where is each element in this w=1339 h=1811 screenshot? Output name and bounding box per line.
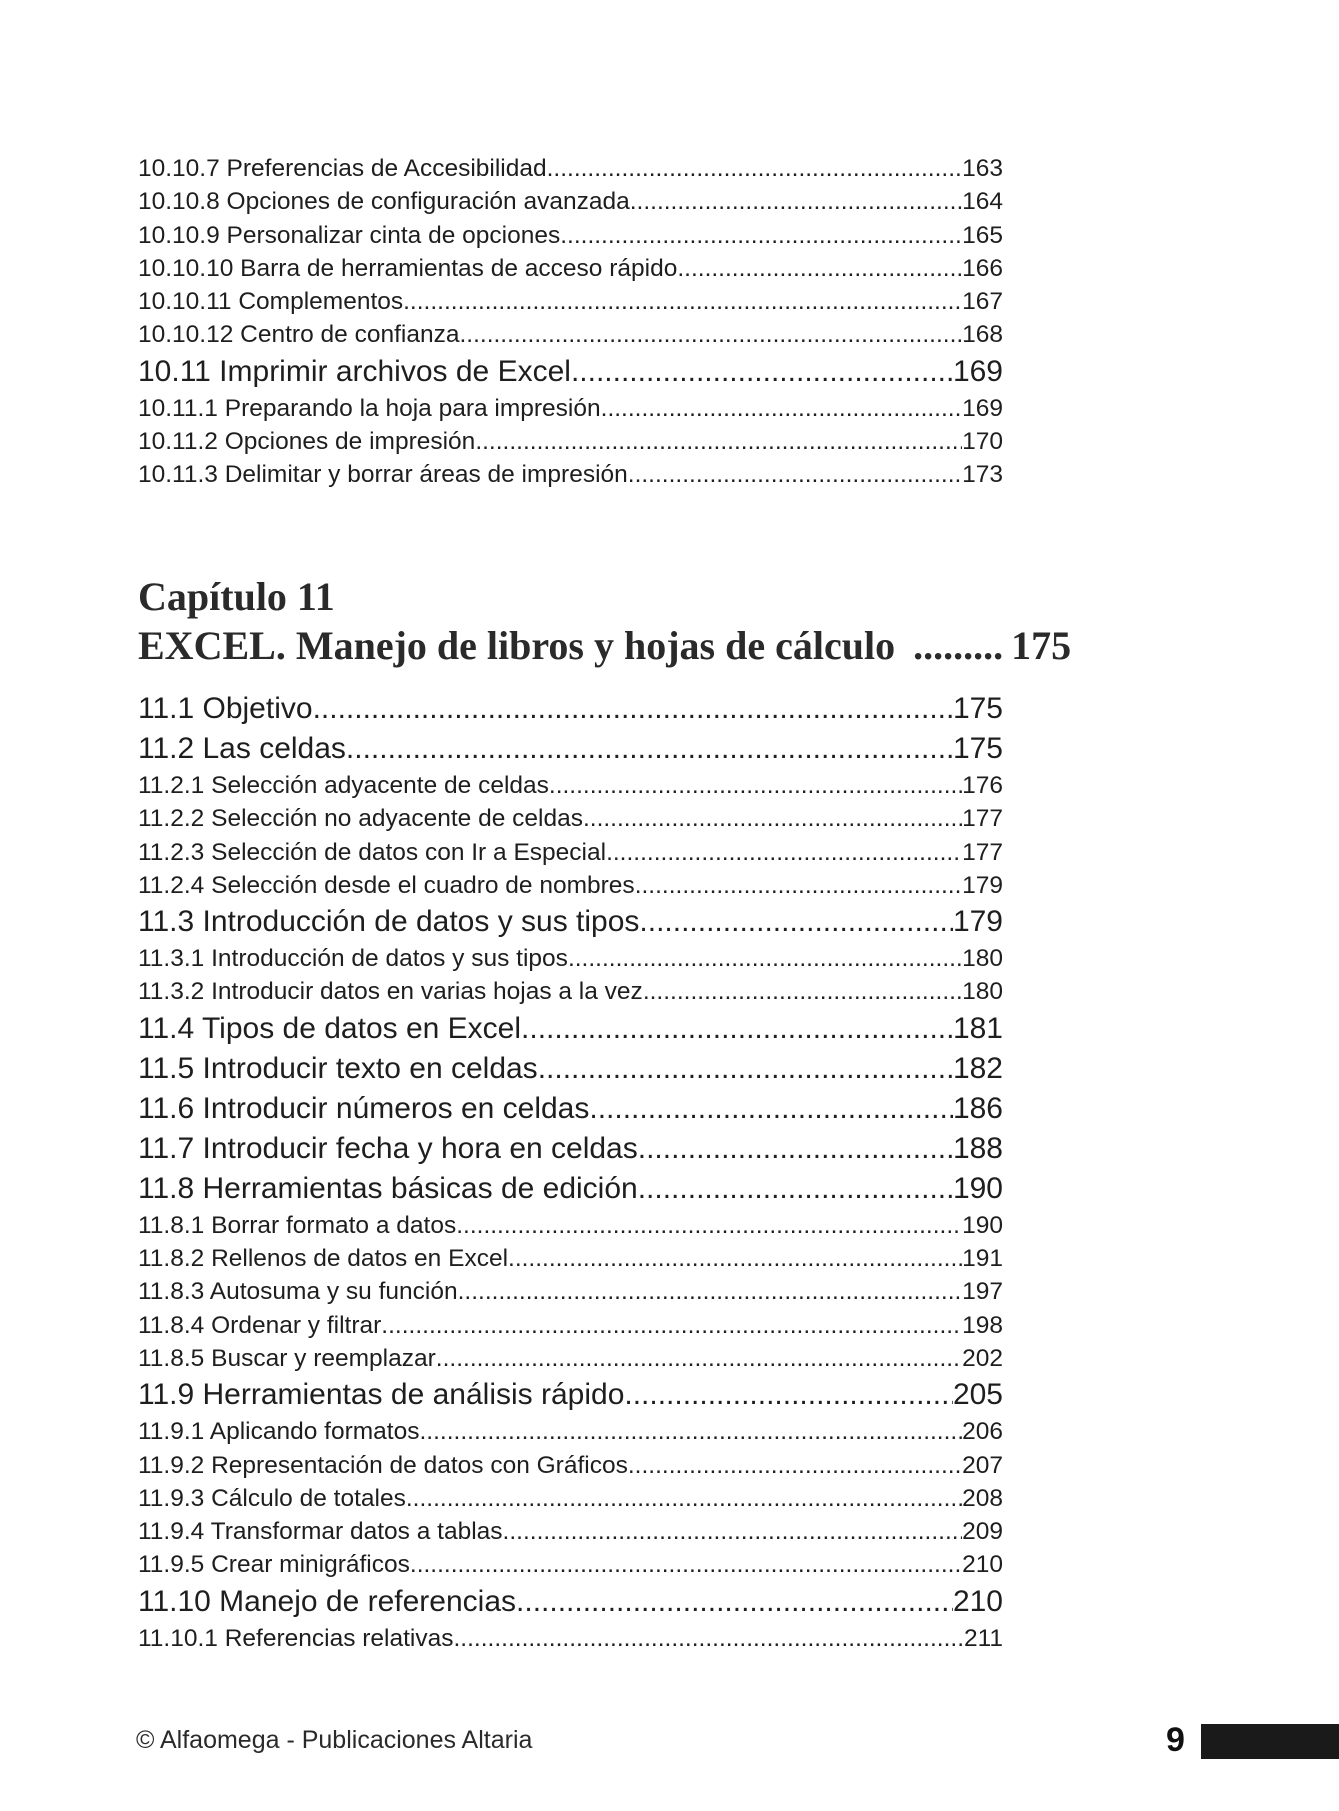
toc-leader-dots: [677, 252, 962, 285]
toc-leader-dots: [456, 1209, 962, 1242]
toc-leader-dots: [406, 1482, 962, 1515]
toc-entry-page: 208: [962, 1484, 1003, 1512]
toc-entry-page: 168: [962, 321, 1003, 349]
toc-entry-page: 207: [962, 1451, 1003, 1479]
toc-entry-page: 211: [963, 1624, 1003, 1652]
toc-entry-page: 186: [952, 1091, 1003, 1125]
chapter-page: 175: [1011, 623, 1072, 668]
toc-subsection-entry: [138, 1622, 1003, 1655]
toc-entry-title: 10.11.3 Delimitar y borrar áreas de impresión: [138, 461, 628, 489]
toc-entry-page: 182: [952, 1051, 1003, 1085]
toc-entry-title: 11.10 Manejo de referencias: [138, 1584, 517, 1618]
toc-entry-page: 175: [952, 732, 1003, 765]
toc-entry-title: 11.8.1 Borrar formato a datos: [138, 1211, 457, 1239]
page-tab-bar: [1201, 1724, 1339, 1759]
toc-entry-page: 170: [962, 428, 1003, 456]
toc-leader-dots: [624, 1375, 953, 1415]
toc-entry-title: 10.10.11 Complementos: [138, 288, 404, 316]
toc-leader-dots: [560, 219, 962, 252]
toc-entry-page: 205: [952, 1378, 1003, 1412]
toc-entry-title: 11.1 Objetivo: [138, 692, 313, 725]
toc-leader-dots: [635, 869, 962, 902]
toc-entry-title: 10.10.12 Centro de confianza: [138, 321, 460, 349]
toc-entry-title: 11.8.2 Rellenos de datos en Excel: [138, 1245, 509, 1273]
toc-subsection-entry: [138, 942, 1003, 975]
toc-entry-title: 11.3.1 Introducción de datos y sus tipos: [138, 945, 568, 973]
toc-subsection-entry: [138, 1515, 1003, 1548]
toc-leader-dots: [638, 1129, 953, 1169]
toc-entry-page: 190: [952, 1171, 1003, 1205]
toc-leader-dots: [454, 1622, 964, 1655]
toc-entry-title: 11.9.1 Aplicando formatos: [138, 1418, 420, 1446]
toc-subsection-entry: [138, 1242, 1003, 1275]
toc-subsection-entry: [138, 836, 1003, 869]
toc-entry-title: 10.11.2 Opciones de impresión: [138, 428, 476, 456]
toc-entry-title: 11.2.4 Selección desde el cuadro de nombres: [138, 871, 635, 899]
toc-leader-dots: [381, 1309, 962, 1342]
toc-entry-title: 11.8.3 Autosuma y su función: [138, 1278, 458, 1306]
chapter-heading: [138, 573, 1128, 671]
toc-entry-page: 177: [962, 838, 1003, 866]
toc-entry-page: 164: [962, 188, 1003, 216]
toc-entry-page: 209: [962, 1518, 1003, 1546]
toc-section-entry: [138, 1169, 1003, 1209]
toc-entry-title: 10.11 Imprimir archivos de Excel: [138, 354, 571, 388]
toc-leader-dots: [538, 1049, 953, 1089]
toc-entry-title: 11.7 Introducir fecha y hora en celdas: [138, 1131, 638, 1165]
toc-subsection-entry: [138, 975, 1003, 1008]
toc-entry-title: 11.2.1 Selección adyacente de celdas: [138, 772, 549, 799]
toc-leader-dots: [503, 1515, 963, 1548]
toc-subsection-entry: [138, 219, 1003, 252]
toc-entry-title: 11.9.2 Representación de datos con Gráficos: [138, 1451, 628, 1479]
toc-leader-dots: [458, 1275, 962, 1308]
toc-entry-page: 165: [962, 221, 1003, 249]
toc-subsection-entry: [138, 1482, 1003, 1515]
toc-entry-page: 180: [962, 945, 1003, 973]
toc-entry-title: 11.8.5 Buscar y reemplazar: [138, 1344, 436, 1372]
toc-section-entry: [138, 1089, 1003, 1129]
toc-entry-title: 11.9.3 Cálculo de totales: [138, 1484, 406, 1512]
toc-entry-page: 198: [962, 1311, 1003, 1339]
toc-subsection-entry: [138, 252, 1003, 285]
toc-leader-dots: [639, 902, 953, 942]
toc-subsection-entry: [138, 152, 1003, 185]
toc-leader-dots: [419, 1415, 962, 1448]
toc-subsection-entry: [138, 802, 1003, 835]
toc-entry-title: 10.10.7 Preferencias de Accesibilidad: [138, 155, 547, 182]
toc-list-bottom: [138, 689, 1003, 1655]
toc-subsection-entry: [138, 869, 1003, 902]
toc-entry-page: 180: [962, 978, 1003, 1006]
toc-entry-title: 11.9.5 Crear minigráficos: [138, 1551, 410, 1579]
toc-leader-dots: [628, 458, 962, 491]
toc-entry-page: 191: [962, 1245, 1003, 1273]
toc-leader-dots: [630, 185, 962, 218]
chapter-leader-dots: [913, 621, 1003, 671]
toc-subsection-entry: [138, 392, 1003, 425]
toc-entry-title: 11.2.2 Selección no adyacente de celdas: [138, 805, 583, 833]
toc-subsection-entry: [138, 318, 1003, 351]
page-number: 9: [1166, 1721, 1185, 1759]
toc-subsection-entry: [138, 1548, 1003, 1581]
toc-section-entry: [138, 1375, 1003, 1415]
toc-entry-title: 11.4 Tipos de datos en Excel: [138, 1011, 522, 1045]
toc-entry-page: 197: [962, 1278, 1003, 1306]
toc-entry-title: 11.10.1 Referencias relativas: [138, 1624, 454, 1652]
toc-entry-title: 11.6 Introducir números en celdas: [138, 1091, 590, 1125]
toc-section-entry: [138, 352, 1003, 392]
toc-leader-dots: [346, 729, 953, 769]
toc-subsection-entry: [138, 769, 1003, 802]
chapter-number: Capítulo 11: [138, 574, 335, 619]
toc-subsection-entry: [138, 1449, 1003, 1482]
toc-leader-dots: [475, 425, 962, 458]
toc-leader-dots: [403, 285, 962, 318]
toc-section-entry: [138, 729, 1003, 769]
toc-entry-title: 11.5 Introducir texto en celdas: [138, 1051, 538, 1085]
toc-entry-page: 173: [962, 461, 1003, 489]
toc-entry-page: 179: [952, 905, 1003, 939]
toc-subsection-entry: [138, 425, 1003, 458]
toc-leader-dots: [436, 1342, 962, 1375]
toc-entry-title: 10.10.10 Barra de herramientas de acceso rápido: [138, 254, 678, 282]
toc-list-top: [138, 152, 1003, 492]
toc-leader-dots: [643, 975, 962, 1008]
toc-entry-page: 175: [952, 692, 1003, 725]
toc-subsection-entry: [138, 1209, 1003, 1242]
publisher-credit: © Alfaomega - Publicaciones Altaria: [136, 1726, 533, 1754]
toc-subsection-entry: [138, 1309, 1003, 1342]
toc-leader-dots: [549, 769, 962, 802]
toc-entry-title: 11.8 Herramientas básicas de edición: [138, 1171, 638, 1205]
toc-entry-title: 11.3.2 Introducir datos en varias hojas a la vez: [138, 978, 643, 1006]
toc-leader-dots: [583, 802, 962, 835]
toc-entry-page: 176: [962, 772, 1003, 799]
chapter-title: EXCEL. Manejo de libros y hojas de cálculo: [138, 623, 896, 668]
toc-entry-page: 166: [962, 254, 1003, 282]
toc-entry-page: 169: [952, 354, 1003, 388]
toc-section-entry: [138, 689, 1003, 729]
toc-entry-page: 190: [962, 1211, 1003, 1239]
toc-section-entry: [138, 1009, 1003, 1049]
toc-leader-dots: [410, 1548, 962, 1581]
toc-leader-dots: [606, 836, 962, 869]
toc-leader-dots: [313, 689, 953, 729]
toc-subsection-entry: [138, 185, 1003, 218]
toc-leader-dots: [508, 1242, 962, 1275]
toc-subsection-entry: [138, 1415, 1003, 1448]
toc-leader-dots: [601, 392, 962, 425]
toc-subsection-entry: [138, 1342, 1003, 1375]
toc-entry-title: 11.8.4 Ordenar y filtrar: [138, 1311, 382, 1339]
toc-leader-dots: [459, 318, 962, 351]
toc-entry-page: 188: [952, 1131, 1003, 1165]
toc-section-entry: [138, 1049, 1003, 1089]
toc-entry-page: 167: [962, 288, 1003, 316]
toc-leader-dots: [547, 152, 963, 185]
toc-entry-title: 11.9 Herramientas de análisis rápido: [138, 1378, 625, 1412]
toc-subsection-entry: [138, 458, 1003, 491]
toc-entry-page: 169: [962, 394, 1003, 422]
toc-entry-title: 11.2.3 Selección de datos con Ir a Especial: [138, 838, 607, 866]
toc-entry-title: 10.11.1 Preparando la hoja para impresión: [138, 394, 601, 422]
chapter-title-line: [138, 621, 1128, 671]
toc-subsection-entry: [138, 285, 1003, 318]
toc-leader-dots: [571, 352, 953, 392]
toc-entry-page: 206: [962, 1418, 1003, 1446]
toc-entry-page: 210: [962, 1551, 1003, 1579]
toc-leader-dots: [638, 1169, 953, 1209]
toc-entry-title: 10.10.9 Personalizar cinta de opciones: [138, 221, 561, 249]
toc-leader-dots: [516, 1582, 953, 1622]
toc-entry-page: 181: [952, 1011, 1003, 1045]
toc-leader-dots: [568, 942, 962, 975]
toc-entry-title: 11.9.4 Transformar datos a tablas: [138, 1518, 503, 1546]
toc-leader-dots: [628, 1449, 962, 1482]
toc-entry-page: 163: [962, 155, 1003, 182]
toc-entry-title: 11.2 Las celdas: [138, 732, 346, 765]
toc-leader-dots: [589, 1089, 953, 1129]
toc-section-entry: [138, 1129, 1003, 1169]
toc-leader-dots: [521, 1009, 953, 1049]
toc-section-entry: [138, 902, 1003, 942]
toc-entry-page: 202: [962, 1344, 1003, 1372]
toc-entry-page: 210: [952, 1584, 1003, 1618]
toc-entry-title: 11.3 Introducción de datos y sus tipos: [138, 905, 640, 939]
toc-section-entry: [138, 1582, 1003, 1622]
toc-entry-title: 10.10.8 Opciones de configuración avanzada: [138, 188, 630, 216]
toc-subsection-entry: [138, 1275, 1003, 1308]
toc-entry-page: 177: [962, 805, 1003, 833]
toc-entry-page: 179: [962, 871, 1003, 899]
